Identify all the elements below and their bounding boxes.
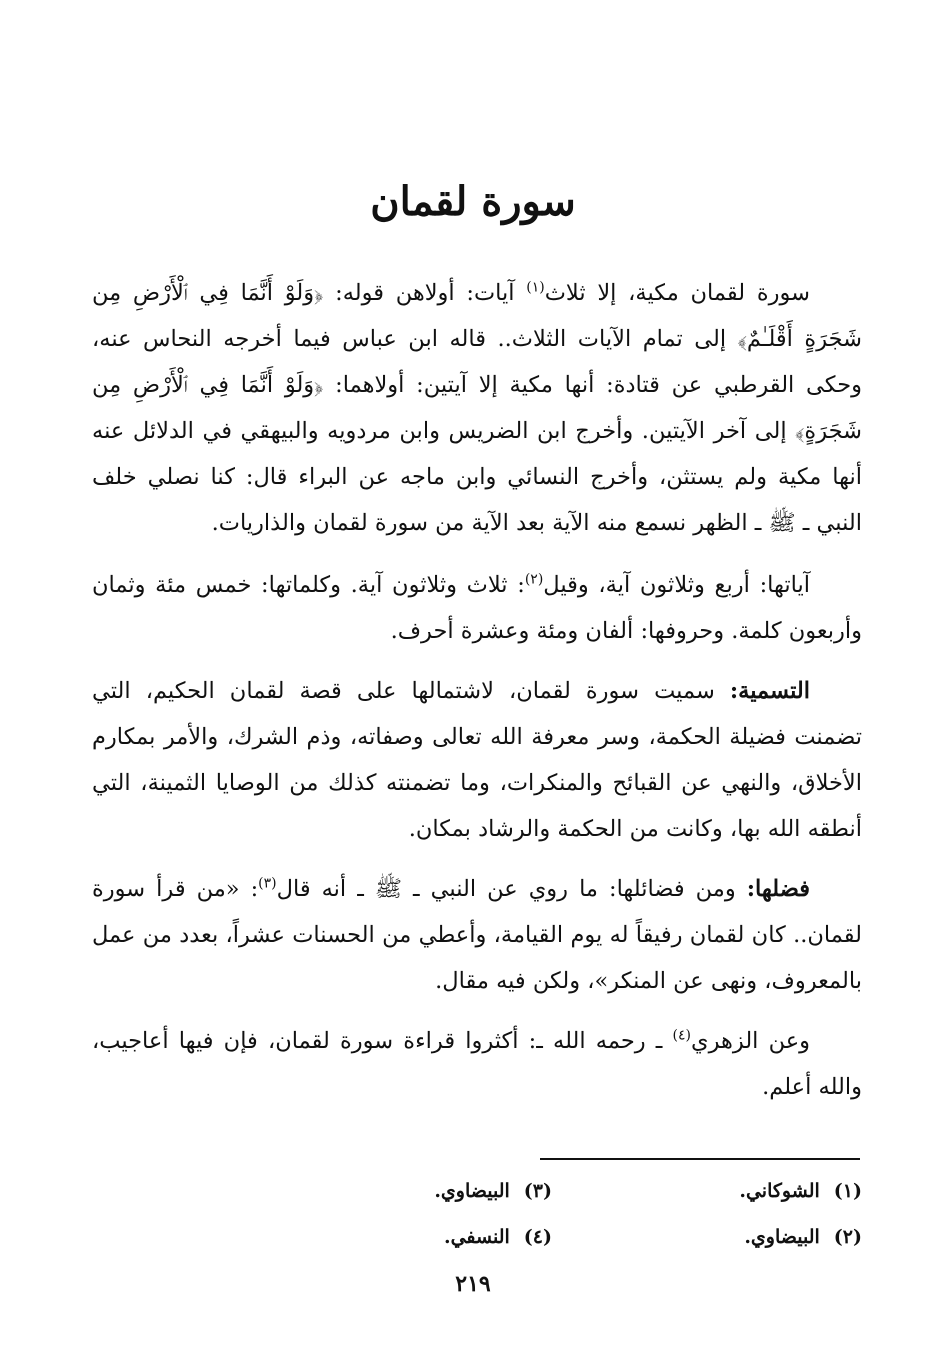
footnote-4 xyxy=(242,1214,552,1260)
footnotes xyxy=(242,1168,862,1260)
footnote-number: (٤) xyxy=(523,1226,552,1248)
footnote-2 xyxy=(552,1214,862,1260)
virtue-text-rest: : «من قرأ سورة لقمان.. كان لقمان رفيقاً له يوم القيامة، وأعطي من الحسنات عشراً، بعدد من عمل بالمعروف، ونهى عن المنكر»، ولكن فيه مقال. xyxy=(92,876,862,994)
footnote-number: (١) xyxy=(833,1180,862,1202)
footnote-ref-3[interactable]: (٣) xyxy=(258,875,277,892)
footnote-3 xyxy=(242,1168,552,1214)
footnote-number: (٢) xyxy=(833,1226,862,1248)
footnote-1 xyxy=(552,1168,862,1214)
zuhri-paragraph xyxy=(92,1018,862,1110)
naming-text: سميت سورة لقمان، لاشتمالها على قصة لقمان الحكيم، التي تضمنت فضيلة الحكمة، وسر معرفة الله تعالى وصفاته، وذم الشرك، والأمر بمكارم الأخلاق، والنهي عن القبائح والمنكرات، وما تضمنته كذلك من الوصايا الثمينة، التي أنطقه الله بها، وكانت من الحكمة والرشاد بمكان. xyxy=(92,678,862,842)
footnote-row xyxy=(242,1168,862,1214)
virtue-paragraph xyxy=(92,866,862,1004)
virtue-text-start: ومن فضائلها: ما روي عن النبي ـ ﷺ ـ أنه قال xyxy=(276,876,747,902)
intro-text-start: سورة لقمان مكية، إلا ثلاث xyxy=(544,280,810,306)
footnote-number: (٣) xyxy=(523,1180,552,1202)
footnote-row xyxy=(242,1214,862,1260)
ayat-text-start: آياتها: أربع وثلاثون آية، وقيل xyxy=(543,572,811,598)
naming-paragraph xyxy=(92,668,862,852)
footnote-divider xyxy=(540,1158,860,1160)
footnote-text: النسفي. xyxy=(443,1226,510,1248)
main-text xyxy=(92,270,862,1124)
footnote-text: الشوكاني. xyxy=(739,1180,820,1202)
surah-title: سورة لقمان xyxy=(370,178,576,225)
footnote-text: البيضاوي. xyxy=(744,1226,820,1248)
page-number: ٢١٩ xyxy=(455,1271,491,1297)
virtue-label: فضلها: xyxy=(746,876,810,902)
ayat-text-rest: : ثلاث وثلاثون آية. وكلماتها: خمس مئة وثمان وأربعون كلمة. وحروفها: ألفان ومئة وعشرة أحرف. xyxy=(92,572,862,644)
naming-label: التسمية: xyxy=(729,678,810,704)
intro-paragraph xyxy=(92,270,862,546)
ayat-paragraph xyxy=(92,562,862,654)
footnote-ref-4[interactable]: (٤) xyxy=(672,1027,692,1044)
footnote-ref-2[interactable]: (٢) xyxy=(524,571,544,588)
zuhri-text-start: وعن الزهري xyxy=(691,1028,811,1054)
footnote-text: البيضاوي. xyxy=(434,1180,510,1202)
intro-text-rest: آيات: أولاهن قوله: ﴿وَلَوْ أَنَّمَا فِي ٱلْأَرْضِ مِن شَجَرَةٍ أَقْلَـٰمٌ﴾ إلى تمام الآيات الثلاث.. قاله ابن عباس فيما أخرجه النحاس عنه، وحكى القرطبي عن قتادة: أنها مكية إلا آيتين: أولاهما: ﴿وَلَوْ أَنَّمَا فِي ٱلْأَرْضِ مِن شَجَرَةٍ﴾ إلى آخر الآيتين. وأخرج ابن الضريس وابن مردويه والبيهقي في الدلائل عنه أنها مكية ولم يستثن، وأخرج النسائي وابن ماجه عن البراء قال: كنا نصلي خلف النبي ـ ﷺ ـ الظهر نسمع منه الآية بعد الآية من سورة لقمان والذاريات. xyxy=(92,280,862,536)
footnote-ref-1[interactable]: (١) xyxy=(526,279,545,296)
zuhri-text-rest: ـ رحمه الله ـ: أكثروا قراءة سورة لقمان، فإن فيها أعاجيب، والله أعلم. xyxy=(92,1028,862,1100)
